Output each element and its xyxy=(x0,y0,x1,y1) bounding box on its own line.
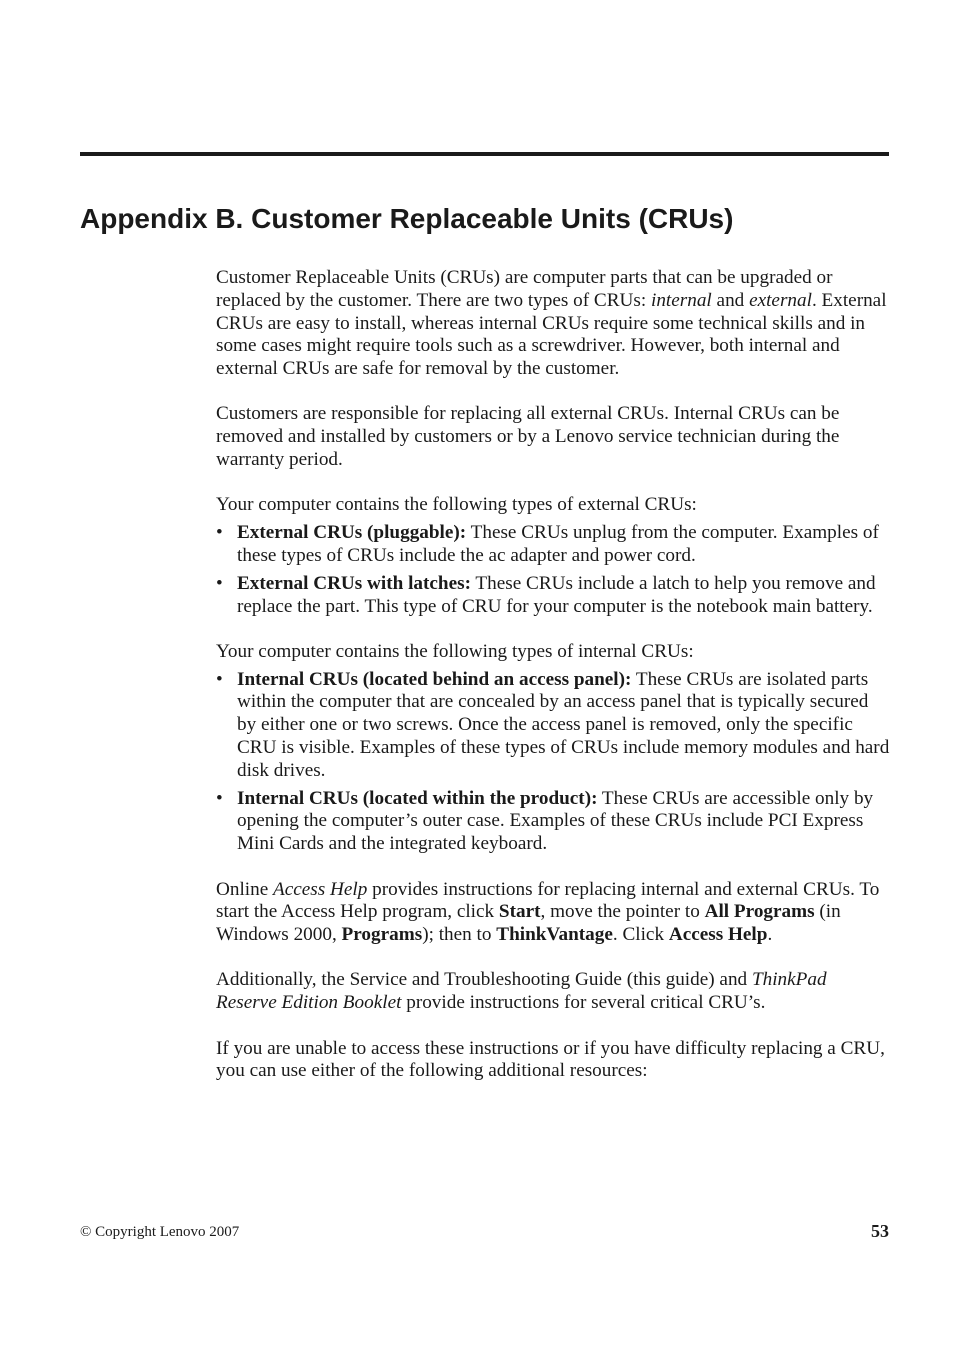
text-run: Online xyxy=(216,878,274,900)
list-item xyxy=(216,788,892,856)
list-item-term: External CRUs with latches: xyxy=(237,572,471,594)
list-item-term: Internal CRUs (located within the product): xyxy=(237,787,598,809)
list-item-term: External CRUs (pluggable): xyxy=(237,522,467,544)
intro-paragraph xyxy=(216,267,892,381)
bullet: • xyxy=(216,668,223,690)
text-run: . External CRUs are easy to install, whereas internal CRUs require some technical skills and in some cases might require tools such as a screwdriver. However, both internal and external CRUs are safe for removal by the customer. xyxy=(216,289,887,380)
text-run: (in Windows 2000, xyxy=(216,901,841,946)
text-run: . Click xyxy=(612,924,669,946)
emphasis-internal: internal xyxy=(650,289,712,311)
list-item-text: These CRUs are isolated parts within the computer that are concealed by an access panel that is typically secured by either one or two screws. Once the access panel is removed, only the specific CRU is visible. Examples of these types of CRUs include memory modules and hard disk drives. xyxy=(237,668,890,781)
additional-paragraph xyxy=(216,969,892,1015)
list-item xyxy=(216,522,892,568)
ui-term-programs: Programs xyxy=(341,924,423,946)
header-rule xyxy=(80,152,889,156)
text-run: ); then to xyxy=(422,924,497,946)
bullet: • xyxy=(216,787,223,809)
bullet: • xyxy=(216,522,223,544)
emphasis-booklet-title: ThinkPad Reserve Edition Booklet xyxy=(216,969,827,1014)
internal-crus-list xyxy=(216,669,892,856)
bullet: • xyxy=(216,572,223,594)
list-item-term: Internal CRUs (located behind an access panel): xyxy=(237,668,632,690)
copyright-notice: © Copyright Lenovo 2007 xyxy=(80,1224,240,1240)
list-item-text: These CRUs unplug from the computer. Examples of these types of CRUs include the ac adapter and power cord. xyxy=(237,522,879,566)
resources-paragraph: If you are unable to access these instructions or if you have difficulty replacing a CRU, you can use either of the following additional resources: xyxy=(216,1037,885,1082)
text-run: Customer Replaceable Units (CRUs) are computer parts that can be upgraded or replaced by the customer. There are two types of CRUs: xyxy=(216,267,833,311)
list-item-text: These CRUs are accessible only by opening the computer’s outer case. Examples of these CRUs include PCI Express Mini Cards and the integrated keyboard. xyxy=(237,787,874,855)
external-crus-list xyxy=(216,522,892,618)
ui-term-all-programs: All Programs xyxy=(704,901,815,923)
ui-term-thinkvantage: ThinkVantage xyxy=(496,924,613,946)
list-item xyxy=(216,573,892,619)
internal-crus-intro: Your computer contains the following types of internal CRUs: xyxy=(216,640,694,662)
list-item-text: These CRUs include a latch to help you remove and replace the part. This type of CRU for your computer is the notebook main battery. xyxy=(237,572,876,617)
page-title: Appendix B. Customer Replaceable Units (CRUs) xyxy=(80,203,734,234)
text-run: provide instructions for several critical CRU’s. xyxy=(401,992,766,1014)
access-help-paragraph xyxy=(216,879,892,947)
page-number: 53 xyxy=(871,1221,889,1241)
text-run: Additionally, the Service and Troubleshooting Guide (this guide) and xyxy=(216,969,752,991)
body-text xyxy=(216,267,892,1106)
external-crus-intro: Your computer contains the following types of external CRUs: xyxy=(216,494,697,516)
list-item xyxy=(216,669,892,783)
emphasis-external: external xyxy=(749,289,812,311)
text-run: provides instructions for replacing internal and external CRUs. To start the Access Help program, click xyxy=(216,878,880,923)
ui-term-start: Start xyxy=(498,901,541,923)
text-run: . xyxy=(767,924,773,946)
responsibility-paragraph: Customers are responsible for replacing all external CRUs. Internal CRUs can be removed and installed by customers or by a Lenovo service technician during the warranty period. xyxy=(216,403,840,471)
text-run: , move the pointer to xyxy=(540,901,705,923)
text-run: and xyxy=(711,289,750,311)
emphasis-access-help: Access Help xyxy=(273,878,368,900)
ui-term-access-help: Access Help xyxy=(668,924,768,946)
